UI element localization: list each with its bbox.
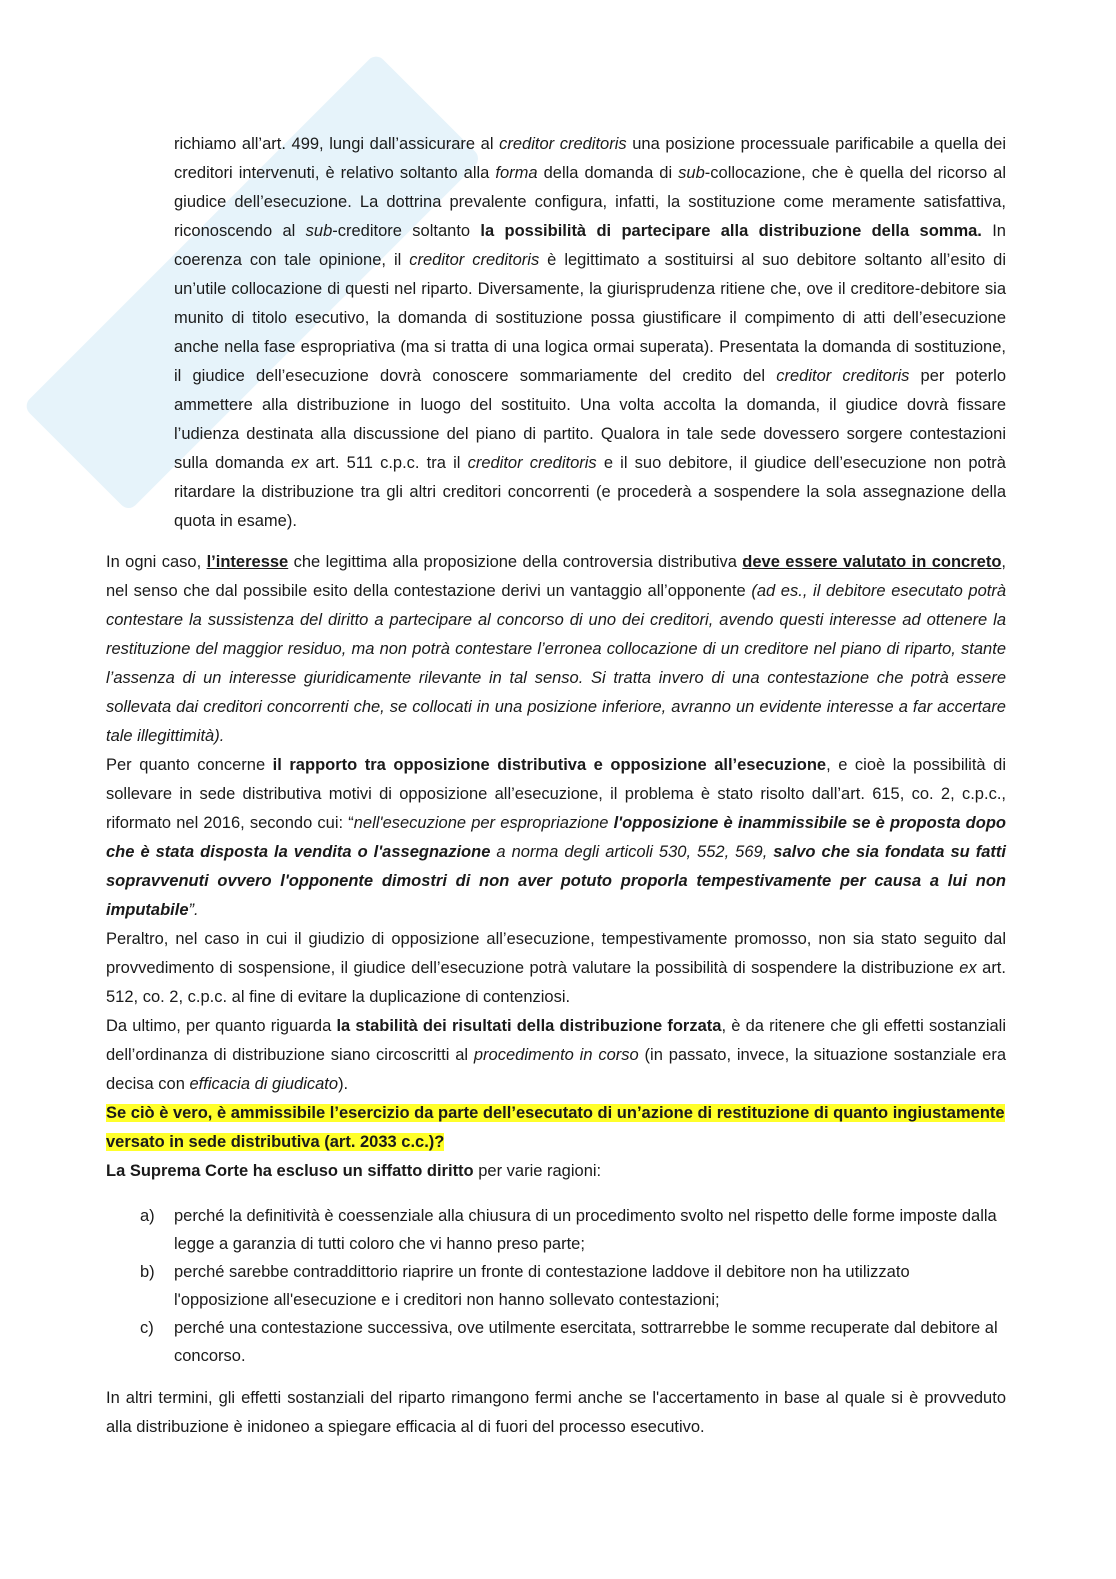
- paragraph-interesse: [106, 548, 1006, 751]
- italic-term: creditor creditoris: [499, 135, 627, 153]
- text-run: (in passato, invece, la situazione sostanziale era decisa con: [106, 1046, 1007, 1093]
- bold-italic-quote: salvo che sia fondata su fatti sopravvenuti ovvero l'opponente dimostri di non aver potuto proporla tempestivamente per causa a lui non imputabile: [106, 843, 1006, 919]
- bold-italic-quote: l'opposizione è inammissibile se è proposta dopo che è stata disposta la vendita o l'assegnazione: [106, 814, 1006, 861]
- italic-term: forma: [495, 164, 538, 182]
- paragraph-closing: In altri termini, gli effetti sostanziali del riparto rimangono fermi anche se l'accertamento in base al quale si è provveduto alla distribuzione è inidoneo a spiegare efficacia al di fuori del processo esecutivo.: [106, 1389, 1006, 1436]
- text-run: è legittimato a sostituirsi al suo debitore soltanto all’esito di un’utile collocazione di questi nel riparto. Diversamente, la giurisprudenza ritiene che, ove il creditore-debitore sia munito di titolo esecutivo, la domanda di sostituzione possa giustificare il compimento di atti dell’esecuzione anche nella fase espropriativa (ma si tratta di una logica ormai superata). Presentata la domanda di sostituzione, il giudice dell’esecuzione dovrà conoscere sommariamente del credito del: [174, 251, 1006, 385]
- list-item-text: perché la definitività è coessenziale alla chiusura di un procedimento svolto nel rispetto delle forme imposte dalla legge a garanzia di tutti coloro che vi hanno preso parte;: [174, 1207, 997, 1253]
- list-item-text: perché una contestazione successiva, ove utilmente esercitata, sottrarrebbe le somme recuperate dal debitore al concorso.: [174, 1319, 998, 1365]
- reasons-list: [106, 1202, 1006, 1370]
- italic-term: creditor creditoris: [776, 367, 910, 385]
- italic-example: (ad es., il debitore esecutato potrà contestare la sussistenza del diritto a partecipare al concorso di uno dei creditori, avendo questi interesse ad ottenere la restituzione del maggior residuo, ma non potrà contestare l’erronea collocazione di un creditore nel piano di riparto, stante l’assenza di un interesse giuridicamente rilevante in tal senso. Si tratta invero di una contestazione che potrà essere sollevata dai creditori concorrenti che, se collocati in una posizione inferiore, avranno un evidente interesse a far accertare tale illegittimità).: [106, 582, 1006, 745]
- text-run: , è da ritenere che gli effetti sostanziali dell’ordinanza di distribuzione siano circoscritti al: [106, 1017, 1006, 1064]
- text-run: ).: [338, 1075, 349, 1093]
- bold-underlined-phrase: deve essere valutato in concreto: [742, 553, 1002, 571]
- italic-quote: ”.: [188, 901, 199, 919]
- list-marker: a): [140, 1207, 155, 1225]
- text-run: Da ultimo, per quanto riguarda: [106, 1017, 337, 1035]
- text-run: In coerenza con tale opinione, il: [174, 222, 1006, 269]
- text-run: Per quanto concerne: [106, 756, 273, 774]
- italic-term: creditor creditoris: [467, 454, 597, 472]
- document-body: [106, 130, 1006, 1442]
- italic-term: ex: [291, 454, 309, 472]
- list-marker: c): [140, 1319, 154, 1337]
- highlighted-question: [106, 1099, 1006, 1157]
- italic-quote: nell'esecuzione per espropriazione: [353, 814, 614, 832]
- highlighted-text: Se ciò è vero, è ammissibile l’esercizio da parte dell’esecutato di un’azione di restituzione di quanto ingiustamente versato in sede distributiva (art. 2033 c.c.)?: [106, 1104, 1005, 1151]
- italic-quote: a norma degli articoli 530, 552, 569,: [490, 843, 774, 861]
- text-run: e il suo debitore, il giudice dell’esecuzione non potrà ritardare la distribuzione tra gli altri creditori concorrenti (e procederà a sospendere la sola assegnazione della quota in esame).: [174, 454, 1006, 530]
- text-run: -creditore soltanto: [332, 222, 481, 240]
- paragraph-sospensione: [106, 925, 1006, 1012]
- italic-term: sub: [678, 164, 705, 182]
- bold-phrase: il rapporto tra opposizione distributiva e opposizione all’esecuzione: [272, 756, 827, 774]
- paragraph-stabilita: [106, 1012, 1006, 1099]
- paragraph-suprema-corte: [106, 1157, 1006, 1186]
- text-run: art. 512, co. 2, c.p.c. al fine di evitare la duplicazione di contenziosi.: [106, 959, 1006, 1006]
- list-marker: b): [140, 1263, 155, 1281]
- text-run: Peraltro, nel caso in cui il giudizio di opposizione all’esecuzione, tempestivamente promosso, non sia stato seguito dal provvedimento di sospensione, il giudice dell’esecuzione potrà valutare la possibilità di sospendere la distribuzione: [106, 930, 1006, 977]
- italic-term: ex: [959, 959, 977, 977]
- paragraph-rapporto-opposizioni: [106, 751, 1006, 925]
- text-run: una posizione processuale parificabile a quella dei creditori intervenuti, è relativo soltanto alla: [174, 135, 1006, 182]
- paragraph-sub-collocazione: [106, 130, 1006, 536]
- text-run: , e cioè la possibilità di sollevare in sede distributiva motivi di opposizione all’esecuzione, il problema è stato risolto dall’art. 615, co. 2, c.p.c., riformato nel 2016, secondo cui: “: [106, 756, 1006, 832]
- italic-term: procedimento in corso: [473, 1046, 639, 1064]
- text-run: che legittima alla proposizione della controversia distributiva: [288, 553, 743, 571]
- list-item: [106, 1202, 1006, 1258]
- text-run: per poterlo ammettere alla distribuzione in luogo del sostituito. Una volta accolta la domanda, il giudice dovrà fissare l’udienza destinata alla discussione del piano di partito. Qualora in tale sede dovessero sorgere contestazioni sulla domanda: [174, 367, 1006, 472]
- bold-phrase: la possibilità di partecipare alla distribuzione della somma.: [480, 222, 982, 240]
- text-run: richiamo all’art. 499, lungi dall’assicurare al: [174, 135, 500, 153]
- italic-term: sub: [305, 222, 333, 240]
- text-run: , nel senso che dal possibile esito della contestazione derivi un vantaggio all’opponente: [106, 553, 1006, 600]
- italic-term: creditor creditoris: [409, 251, 540, 269]
- bold-phrase: la stabilità dei risultati della distribuzione forzata: [336, 1017, 722, 1035]
- list-item: [106, 1258, 1006, 1314]
- list-item: [106, 1314, 1006, 1370]
- text-run: della domanda di: [537, 164, 679, 182]
- bold-phrase: La Suprema Corte ha escluso un siffatto diritto: [106, 1162, 474, 1180]
- text-run: per varie ragioni:: [473, 1162, 602, 1180]
- text-run: -collocazione, che è quella del ricorso al giudice dell’esecuzione. La dottrina prevalente configura, infatti, la sostituzione come meramente satisfattiva, riconoscendo al: [174, 164, 1006, 240]
- bold-underlined-phrase: l’interesse: [206, 553, 289, 571]
- text-run: In ogni caso,: [106, 553, 207, 571]
- list-item-text: perché sarebbe contraddittorio riaprire un fronte di contestazione laddove il debitore non ha utilizzato l'opposizione all'esecuzione e i creditori non hanno sollevato contestazioni;: [174, 1263, 910, 1309]
- text-run: art. 511 c.p.c. tra il: [308, 454, 468, 472]
- italic-term: efficacia di giudicato: [189, 1075, 339, 1093]
